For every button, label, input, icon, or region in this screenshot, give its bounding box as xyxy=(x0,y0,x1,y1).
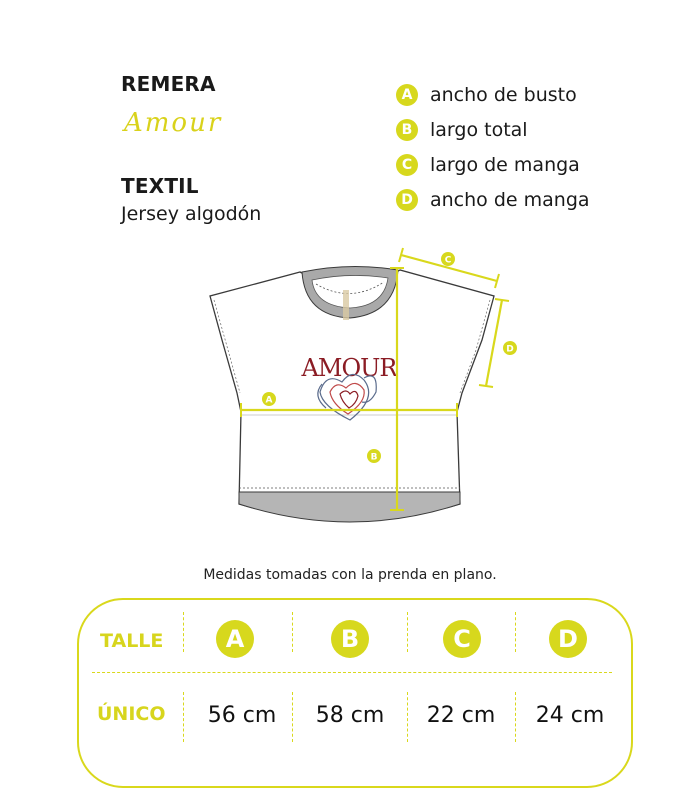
product-name: Amour xyxy=(124,108,223,138)
badge-d-icon: D xyxy=(396,189,418,211)
marker-b-letter: B xyxy=(370,452,378,463)
legend-label: largo de manga xyxy=(430,154,580,176)
value-c: 22 cm xyxy=(426,703,496,728)
marker-c-letter: C xyxy=(444,255,452,266)
column-c-badge-icon: C xyxy=(443,620,481,658)
product-label: REMERA xyxy=(121,72,216,96)
marker-d-letter: D xyxy=(506,344,514,355)
badge-a-icon: A xyxy=(396,84,418,106)
marker-a-letter: A xyxy=(265,395,273,406)
value-a: 56 cm xyxy=(207,703,277,728)
badge-c-icon: C xyxy=(396,154,418,176)
value-d: 24 cm xyxy=(535,703,605,728)
textile-label: TEXTIL xyxy=(121,174,199,198)
measurement-caption: Medidas tomadas con la prenda en plano. xyxy=(203,567,497,583)
table-row-label: ÚNICO xyxy=(97,703,166,725)
legend-label: ancho de busto xyxy=(430,84,577,106)
value-b: 58 cm xyxy=(315,703,385,728)
table-divider xyxy=(183,612,184,652)
table-header-label: TALLE xyxy=(100,630,164,652)
legend-item-d xyxy=(396,188,590,212)
legend-label: largo total xyxy=(430,119,528,141)
legend-item-c xyxy=(396,153,580,177)
badge-b-icon: B xyxy=(396,119,418,141)
table-divider xyxy=(292,612,293,652)
legend-label: ancho de manga xyxy=(430,189,590,211)
table-row-divider xyxy=(92,672,612,673)
column-d-badge-icon: D xyxy=(549,620,587,658)
legend-item-a xyxy=(396,83,577,107)
table-divider xyxy=(515,612,516,652)
tshirt-diagram xyxy=(190,240,530,570)
print-text: AMOUR xyxy=(301,354,397,382)
column-b-badge-icon: B xyxy=(331,620,369,658)
textile-value: Jersey algodón xyxy=(121,203,262,225)
column-a-badge-icon: A xyxy=(216,620,254,658)
table-divider xyxy=(407,612,408,652)
table-divider xyxy=(183,692,184,742)
legend-item-b xyxy=(396,118,528,142)
